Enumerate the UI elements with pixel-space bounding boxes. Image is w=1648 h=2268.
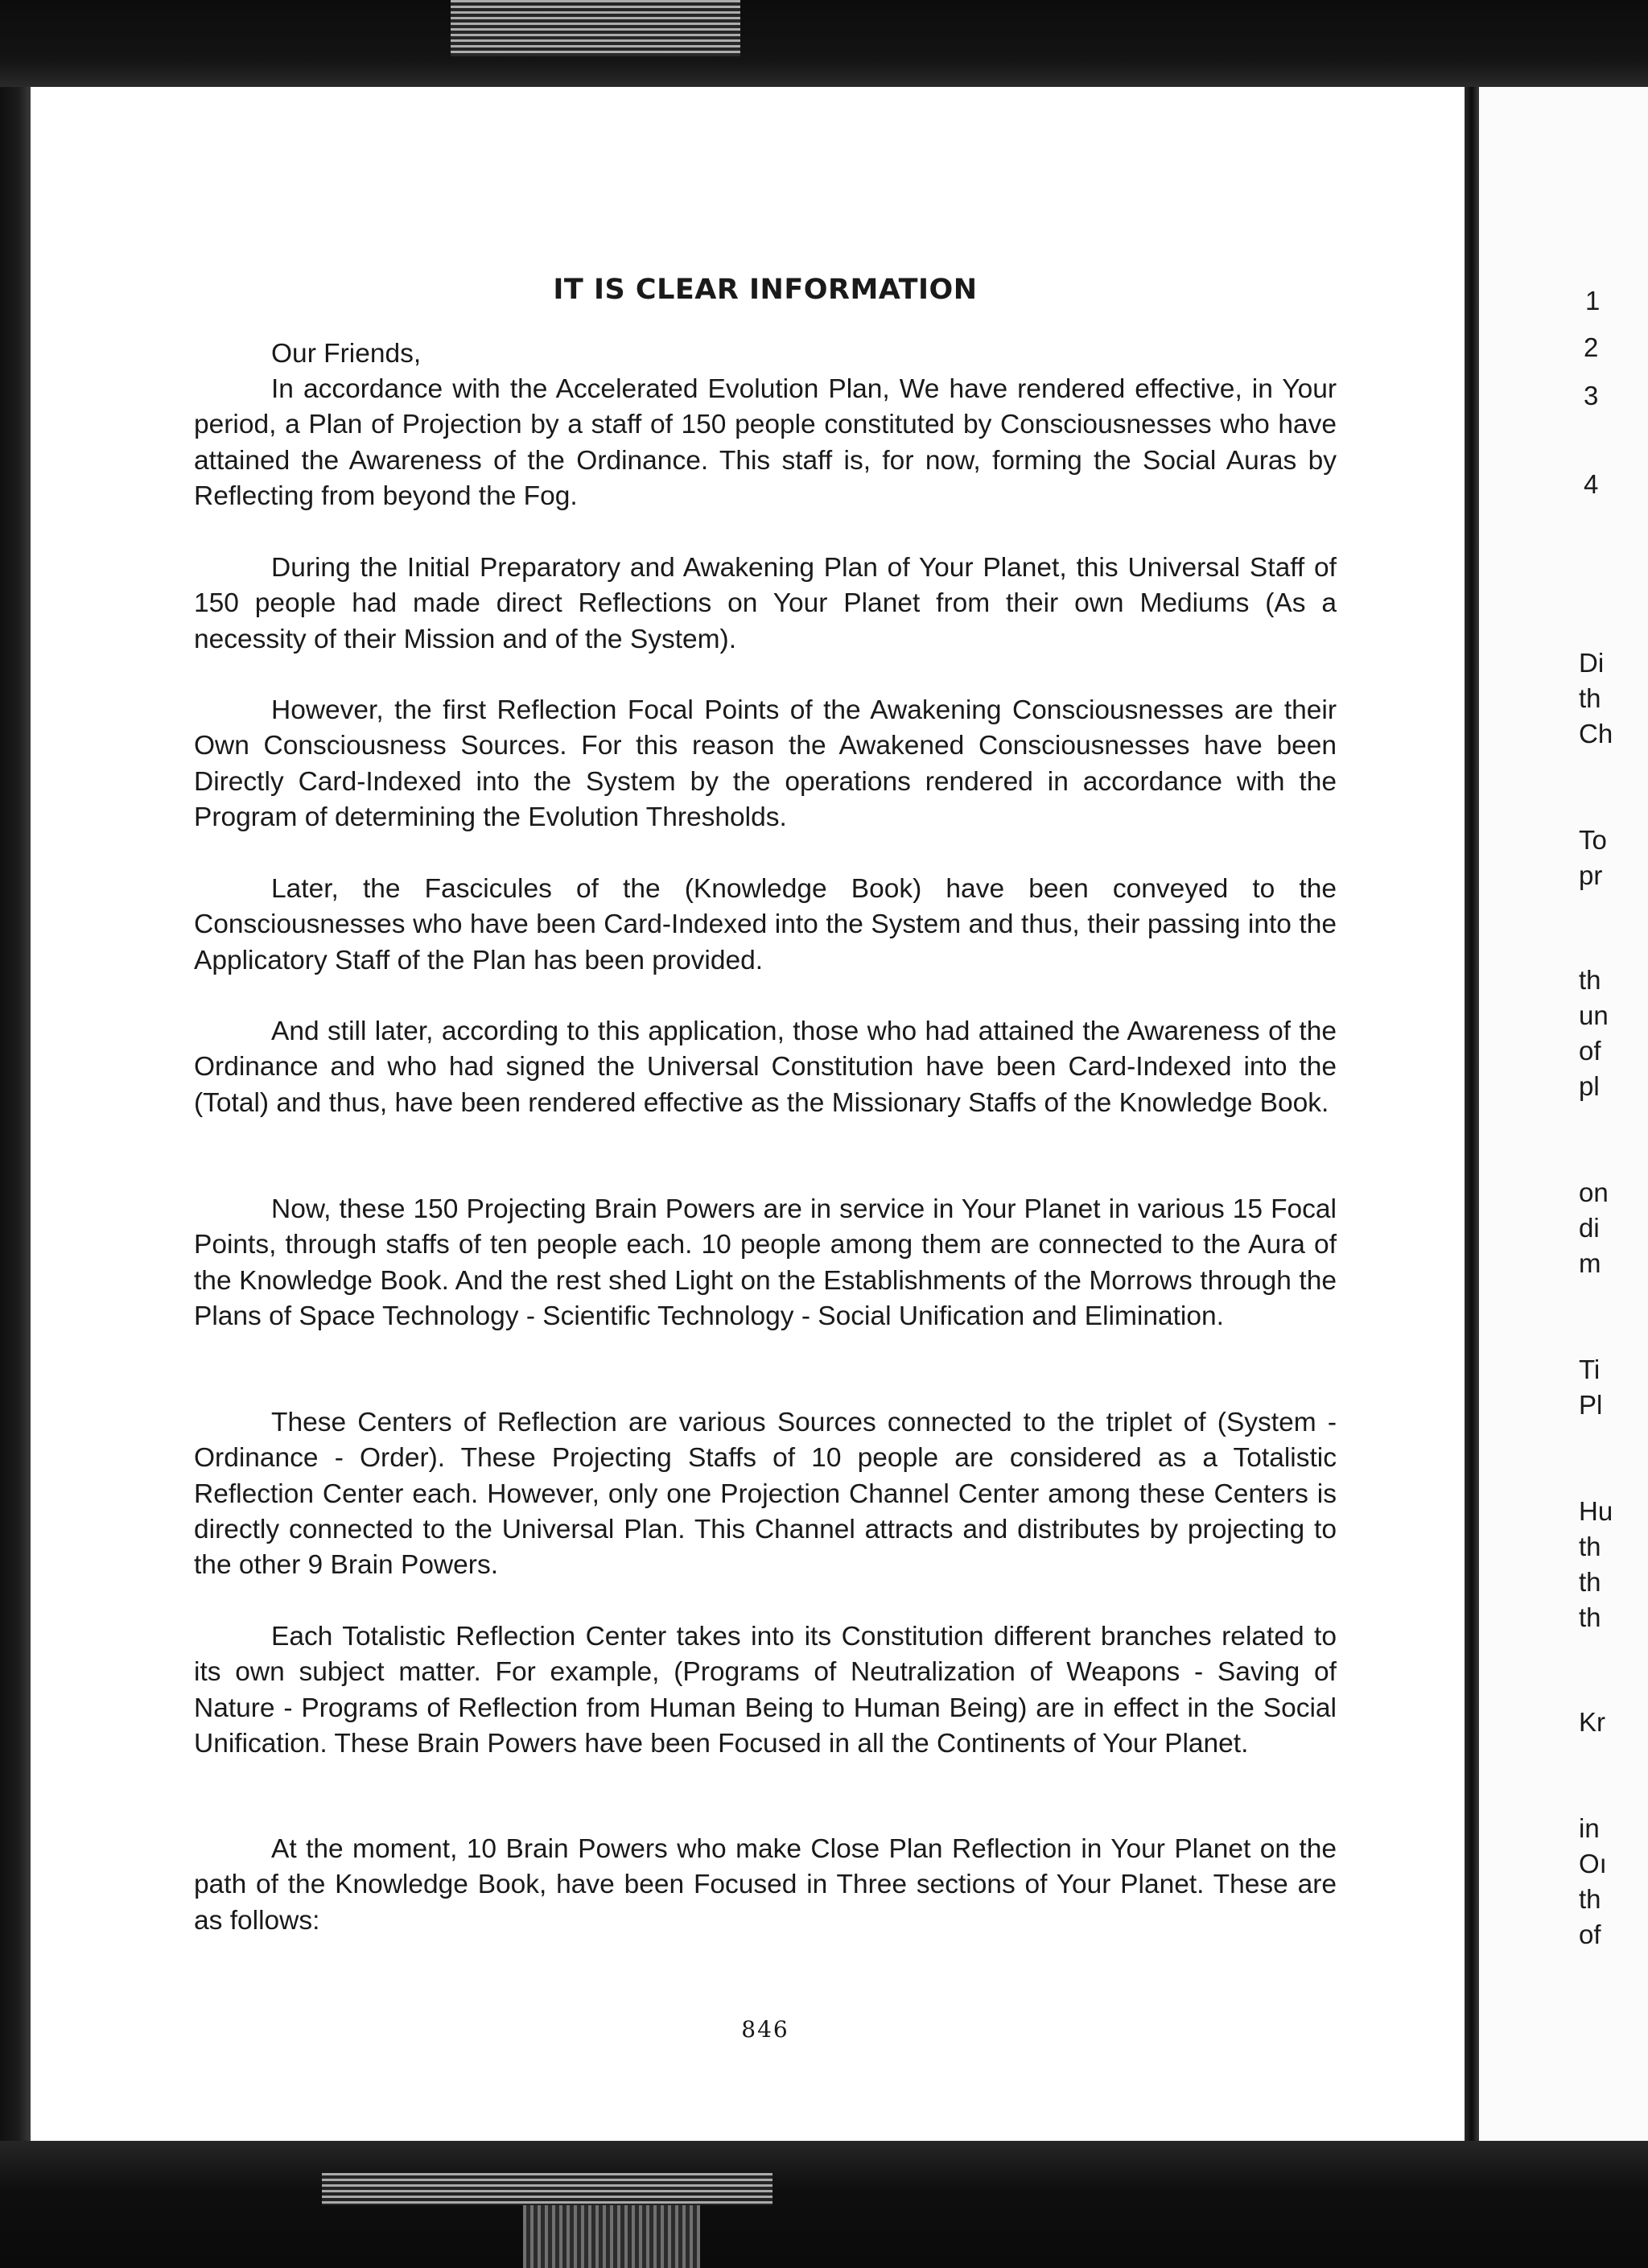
facing-fragment: Ch (1579, 719, 1613, 748)
scan-bottom-artifact (523, 2205, 700, 2268)
scan-left-border (0, 0, 31, 2268)
facing-fragment: Kr (1579, 1707, 1605, 1737)
paragraph-2: During the Initial Preparatory and Awakening Plan of Your Planet, this Universal Staff of 150 people had made direct Reflections on Your Planet from their own Mediums (As a necessity of their Mission and of the System). (194, 553, 1337, 654)
facing-fragment: 4 (1584, 469, 1599, 499)
facing-fragment: 1 (1585, 286, 1601, 315)
facing-page (1479, 87, 1648, 2141)
facing-fragment: di (1579, 1213, 1600, 1243)
scan-bottom-border (0, 2141, 1648, 2268)
paragraph-7: These Centers of Reflection are various Sources connected to the triplet of (System - Ordinance - Order). These Projecting Staffs of 10 people are considered as a Totalistic Reflection Center each. However, only one Projection Channel Center among these Centers is directly connected to the Universal Plan. This Channel attracts and distributes by projecting to the other 9 Brain Powers. (194, 1408, 1337, 1581)
facing-fragment: th (1579, 683, 1601, 713)
scan-top-streak (451, 0, 740, 56)
paragraph-9: At the moment, 10 Brain Powers who make Close Plan Reflection in Your Planet on the path of the Knowledge Book, have been Focused in Three sections of Your Planet. These are as follows: (194, 1834, 1337, 1936)
facing-fragment: Pl (1579, 1390, 1603, 1420)
paragraph-8: Each Totalistic Reflection Center takes into its Constitution different branches related to its own subject matter. For example, (Programs of Neutralization of Weapons - Saving of Nature - Programs of Reflection from Human Being to Human Being) are in effect in the Social Unification. These Brain Powers have been Focused in all the Continents of Your Planet. (194, 1622, 1337, 1759)
facing-fragment: th (1579, 1567, 1601, 1597)
facing-fragment: th (1579, 1884, 1601, 1914)
facing-fragment: Hu (1579, 1496, 1613, 1526)
facing-fragment: pr (1579, 860, 1603, 890)
book-gutter (1465, 80, 1479, 2141)
scan-bottom-streak (322, 2173, 772, 2205)
facing-fragment: on (1579, 1177, 1609, 1207)
facing-fragment: Ti (1579, 1355, 1601, 1384)
facing-fragment: of (1579, 1920, 1601, 1949)
facing-fragment: th (1579, 1602, 1601, 1632)
facing-fragment: Di (1579, 648, 1605, 678)
page-title: IT IS CLEAR INFORMATION (553, 274, 978, 306)
scan-top-border (0, 0, 1648, 87)
facing-fragment: Oı (1579, 1849, 1607, 1878)
facing-fragment: in (1579, 1813, 1600, 1843)
paragraph-5: And still later, according to this application, those who had attained the Awareness of the Ordinance and who had signed the Universal Constitution have been Card-Indexed into the (Total) and thus, have been rendered effective as the Missionary Staffs of the Knowledge Book. (194, 1016, 1337, 1118)
greeting: Our Friends, (271, 339, 422, 369)
facing-fragment: un (1579, 1000, 1609, 1030)
facing-fragment: To (1579, 825, 1607, 855)
facing-fragment: 2 (1584, 332, 1599, 362)
facing-fragment: 3 (1584, 381, 1599, 410)
facing-fragment: th (1579, 1532, 1601, 1561)
facing-fragment: of (1579, 1036, 1601, 1066)
paragraph-3: However, the first Reflection Focal Points of the Awakening Consciousnesses are their Own Consciousness Sources. For this reason the Awakened Consciousnesses have been Directly Card-Indexed into the System by the operations rendered in accordance with the Program of determining the Evolution Thresholds. (194, 695, 1337, 832)
page-number: 846 (741, 2016, 789, 2043)
paragraph-4: Later, the Fascicules of the (Knowledge Book) have been conveyed to the Consciousnesses who have been Card-Indexed into the System and thus, their passing into the Applicatory Staff of the Plan has been provided. (194, 874, 1337, 975)
facing-fragment: th (1579, 965, 1601, 995)
paragraph-6: Now, these 150 Projecting Brain Powers are in service in Your Planet in various 15 Focal Points, through staffs of ten people each. 10 people among them are connected to the Aura of the Knowledge Book. And the rest shed Light on the Establishments of the Morrows through the Plans of Space Technology - Scientific Technology - Social Unification and Elimination. (194, 1194, 1337, 1331)
paragraph-1: In accordance with the Accelerated Evolution Plan, We have rendered effective, in Your period, a Plan of Projection by a staff of 150 people constituted by Consciousnesses who have attained the Awareness of the Ordinance. This staff is, for now, forming the Social Auras by Reflecting from beyond the Fog. (194, 374, 1337, 511)
facing-fragment: pl (1579, 1071, 1600, 1101)
facing-fragment: m (1579, 1248, 1601, 1278)
